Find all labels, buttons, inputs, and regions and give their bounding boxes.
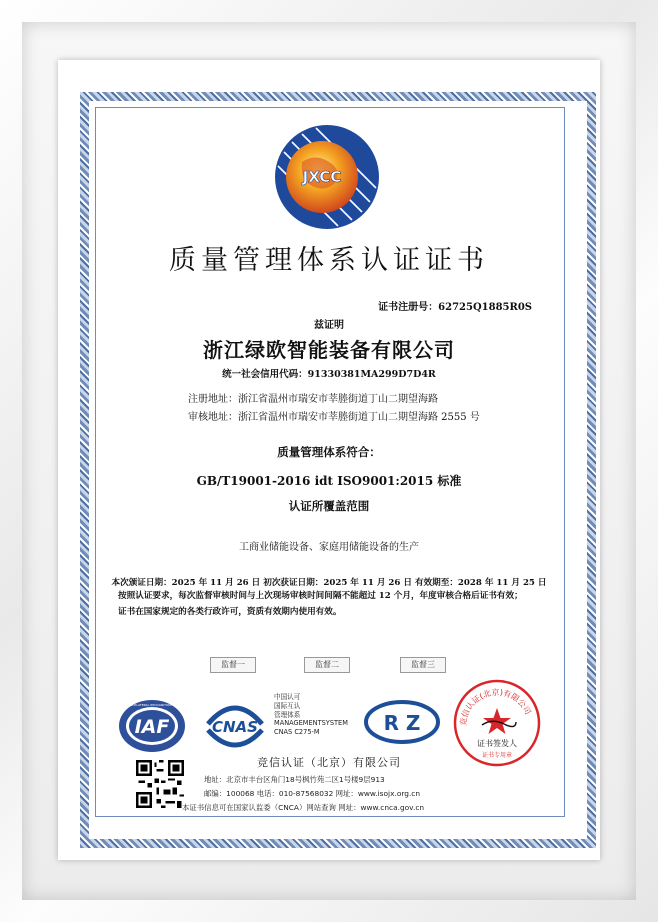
hereby-certify: 兹证明 [314,320,344,331]
iaf-label: IAF [134,716,170,738]
logo-text: JXCC [302,168,342,186]
issuer-contact: 邮编：100068 电话：010-87568032 网址：www.isojx.org.cn [204,789,421,798]
certificate [96,108,562,814]
seal-signer-label: 证书签发人 [477,739,517,748]
scope-heading: 认证所覆盖范围 [288,499,370,513]
seal-bottom-text: 证书专用章 [481,752,513,759]
certificate-dates: 本次颁证日期：2025 年 11 月 26 日 初次获证日期：2025 年 11 月 26 日 有效期至：2028 年 11 月 25 日 [111,578,547,588]
requirement-line-2: 证书在国家规定的各类行政许可，资质有效期内使用有效。 [118,607,342,617]
cnas-label: CNAS [212,718,258,736]
verification-note: 本证书信息可在国家认监委（CNCA）网站查询 网址：www.cnca.gov.cn [182,803,425,812]
cnas-line: MANAGEMENTSYSTEM [274,719,348,728]
cnas-accreditation-text [274,693,348,737]
certificate-title: 质量管理体系认证证书 [169,245,489,276]
seal-ring-text: 竞信认证(北京)有限公司 [458,687,533,727]
registered-address: 注册地址：浙江省温州市瑞安市莘塍街道丁山二期望海路 [188,394,438,405]
credit-code: 统一社会信用代码：91330381MA299D7D4R [222,369,436,380]
cnas-line: 管理体系 [274,710,301,719]
cnas-line: CNAS C275-M [274,728,320,737]
issuer-address: 地址：北京市丰台区角门18号枫竹苑二区1号楼9层913 [204,775,385,784]
jxcc-globe-logo [272,122,382,232]
requirement-line-1: 按照认证要求，每次监督审核时间与上次现场审核时间间隔不能超过 12 个月，年度审核合格后证书有效； [118,591,523,601]
supervision-box-3: 监督三 [400,657,446,673]
cnas-line: 中国认可 [274,693,301,701]
company-name: 浙江绿欧智能装备有限公司 [203,338,455,362]
supervision-box-2: 监督二 [304,657,350,673]
iaf-ring-text: MEMBER OF MULTILATERAL RECOGNITION ARRANGEMENT [108,703,196,707]
rz-badge [362,698,442,746]
registration-number: 证书注册号：62725Q1885R0S [378,302,532,313]
supervision-box-1: 监督一 [210,657,256,673]
audit-address: 审核地址：浙江省温州市瑞安市莘塍街道丁山二期望海路 2555 号 [188,412,480,423]
standard: GB/T19001-2016 idt ISO9001:2015 标准 [196,474,462,488]
conformity-heading: 质量管理体系符合： [277,445,381,459]
issuer-name: 竞信认证（北京）有限公司 [257,756,401,769]
iaf-badge [108,698,196,754]
cnas-badge [202,698,268,752]
cnas-line: 国际互认 [274,701,301,710]
scope-text: 工商业储能设备、家庭用储能设备的生产 [239,542,419,553]
rz-label: R Z [383,711,421,735]
